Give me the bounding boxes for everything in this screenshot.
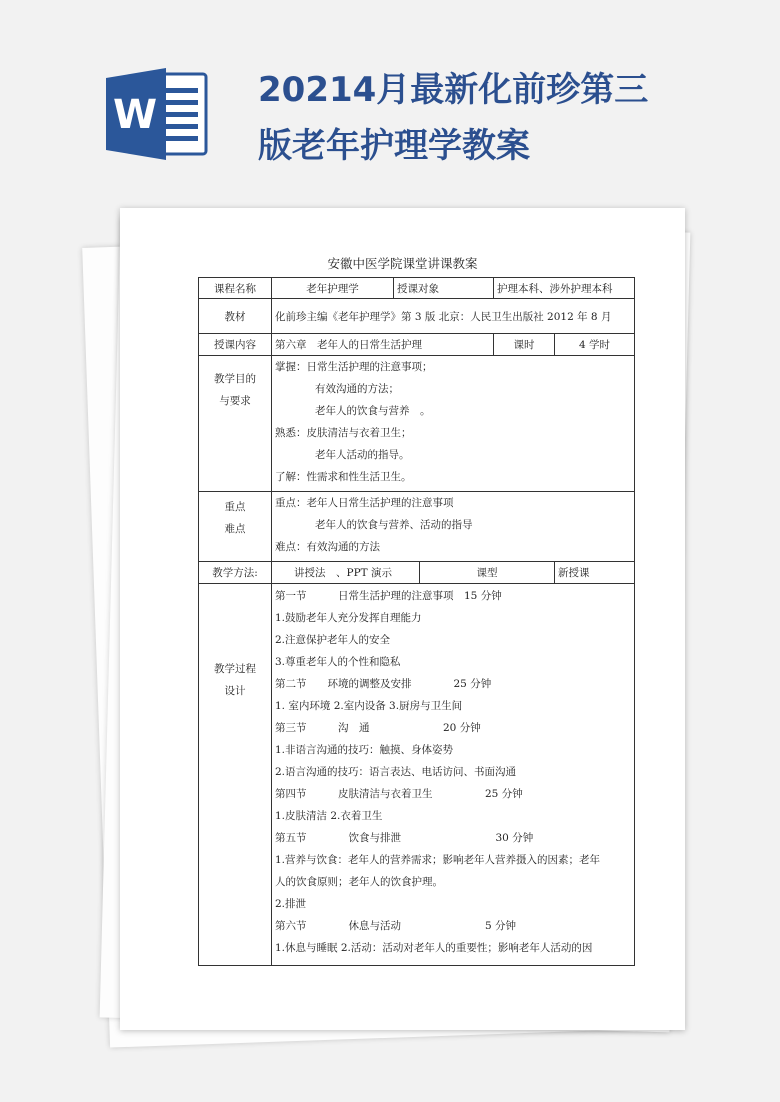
keypoints-label-line2: 难点 [224, 523, 246, 535]
course-value: 老年护理学 [272, 278, 394, 299]
process-line: 2.排泄 [275, 898, 307, 910]
goal-line: 熟悉：皮肤清洁与衣着卫生； [275, 427, 412, 439]
process-line: 1.休息与睡眠 2.活动：活动对老年人的重要性；影响老年人活动的因 [275, 942, 593, 954]
textbook-label: 教材 [199, 299, 272, 334]
goals-label-line2: 与要求 [219, 395, 251, 407]
content-value: 第六章 老年人的日常生活护理 [272, 334, 494, 356]
process-line: 1. 室内环境 2.室内设备 3.厨房与卫生间 [275, 700, 463, 712]
goal-line: 了解：性需求和性生活卫生。 [275, 471, 412, 483]
process-content [272, 584, 635, 966]
audience-value: 护理本科、涉外护理本科 [494, 278, 635, 299]
table-row [199, 584, 635, 966]
process-line: 第六节 休息与活动 5 分钟 [275, 920, 517, 932]
process-line: 1.非语言沟通的技巧：触摸、身体姿势 [275, 744, 454, 756]
type-label: 课型 [420, 562, 555, 584]
content-label: 授课内容 [199, 334, 272, 356]
process-line: 2.注意保护老年人的安全 [275, 634, 391, 646]
lesson-plan-table [198, 277, 635, 966]
goals-label [199, 356, 272, 492]
table-row [199, 334, 635, 356]
process-label-line2: 设计 [224, 685, 246, 697]
table-row [199, 562, 635, 584]
process-line: 1.鼓励老年人充分发挥自理能力 [275, 612, 422, 624]
table-row [199, 278, 635, 299]
table-row [199, 299, 635, 334]
lesson-plan-title: 安徽中医学院课堂讲课教案 [327, 256, 478, 271]
keypoint-line: 难点：有效沟通的方法 [275, 541, 380, 553]
word-document-icon [106, 66, 210, 162]
keypoints-content [272, 492, 635, 562]
goal-line: 老年人的饮食与营养 。 [315, 405, 431, 417]
process-line: 第一节 日常生活护理的注意事项 15 分钟 [275, 590, 502, 602]
process-line: 1.皮肤清洁 2.衣着卫生 [275, 810, 383, 822]
method-value: 讲授法 、PPT 演示 [272, 562, 420, 584]
keypoints-label [199, 492, 272, 562]
process-line: 第二节 环境的调整及安排 25 分钟 [275, 678, 492, 690]
table-row [199, 356, 635, 492]
goals-content [272, 356, 635, 492]
hours-value: 4 学时 [555, 334, 635, 356]
svg-text:W: W [112, 92, 158, 138]
method-label: 教学方法: [199, 562, 272, 584]
goals-label-line1: 教学目的 [214, 373, 256, 385]
goal-line: 掌握：日常生活护理的注意事项； [275, 361, 433, 373]
process-line: 第三节 沟 通 20 分钟 [275, 722, 481, 734]
process-label [199, 584, 272, 966]
process-line: 第四节 皮肤清洁与衣着卫生 25 分钟 [275, 788, 523, 800]
course-label: 课程名称 [199, 278, 272, 299]
process-line: 第五节 饮食与排泄 30 分钟 [275, 832, 534, 844]
process-line: 1.营养与饮食：老年人的营养需求；影响老年人营养摄入的因素；老年 [275, 854, 601, 866]
process-line: 3.尊重老年人的个性和隐私 [275, 656, 401, 668]
process-label-line1: 教学过程 [214, 663, 256, 675]
type-value: 新授课 [555, 562, 635, 584]
document-page [120, 208, 685, 1030]
process-line: 2.语言沟通的技巧：语言表达、电话访问、书面沟通 [275, 766, 517, 778]
goal-line: 有效沟通的方法； [315, 383, 399, 395]
page-header [0, 0, 780, 200]
document-title-line2: 版老年护理学教案 [258, 126, 530, 166]
keypoint-line: 老年人的饮食与营养、活动的指导 [315, 519, 473, 531]
keypoint-line: 重点：老年人日常生活护理的注意事项 [275, 497, 454, 509]
hours-label: 课时 [494, 334, 555, 356]
audience-label: 授课对象 [394, 278, 494, 299]
table-row [199, 492, 635, 562]
document-title-line1: 20214月最新化前珍第三 [258, 70, 649, 110]
textbook-value: 化前珍主编《老年护理学》第 3 版 北京：人民卫生出版社 2012 年 8 月 [272, 299, 635, 334]
goal-line: 老年人活动的指导。 [315, 449, 410, 461]
document-title [258, 62, 758, 174]
process-line: 人的饮食原则；老年人的饮食护理。 [275, 876, 443, 888]
keypoints-label-line1: 重点 [224, 501, 246, 513]
